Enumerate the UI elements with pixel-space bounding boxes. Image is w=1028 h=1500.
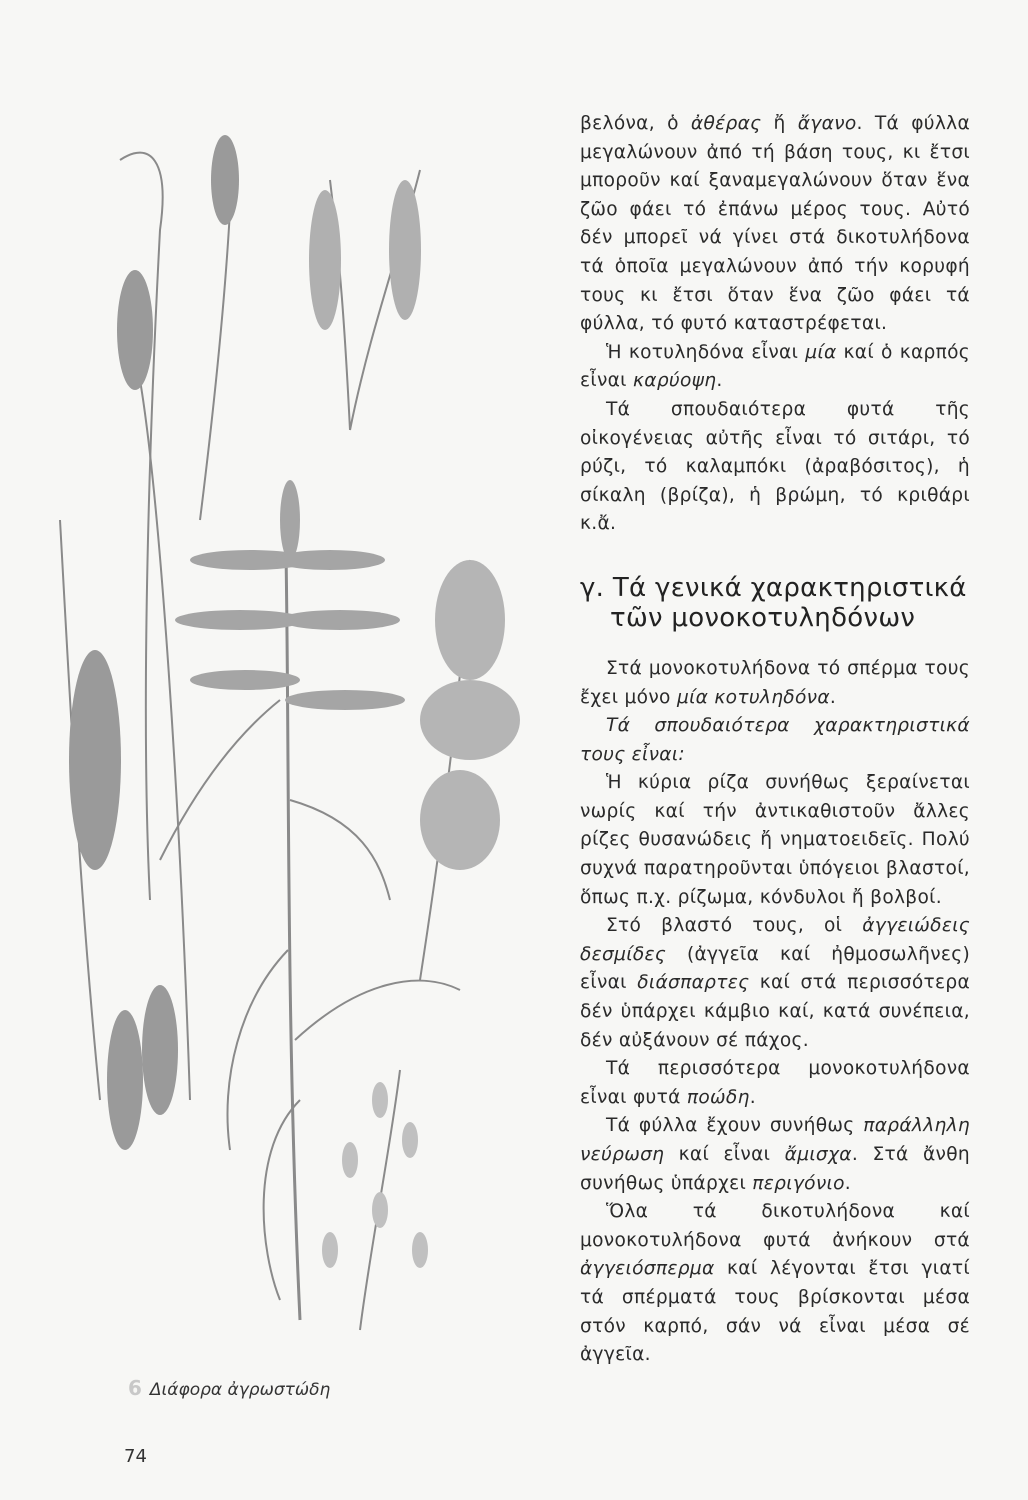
text-run: . (829, 686, 837, 708)
italic-term: καρύοψη (633, 370, 717, 392)
paragraph-3: Τά σπουδαιότερα φυτά τῆς οἰκογένειας αὐτῆς εἶναι τό σιτάρι, τό ρύζι, τό καλαμπόκι (ἀραβόσιτος), ἡ σίκαλη (βρίζα), ἡ βρώμη, τό κριθάρι κ.ἄ. (580, 398, 970, 535)
text-run: καί λέγονται ἔτσι γιατί τά σπέρματά τους βρίσκονται μέσα στόν καρπό, σάν νά εἶναι μέσα σέ ἀγγεῖα. (580, 1258, 970, 1366)
paragraph-8 (580, 1055, 970, 1112)
text-run: ἤ (761, 113, 798, 134)
paragraph-5 (580, 712, 970, 769)
figure-caption (128, 1376, 330, 1400)
paragraph-6: Ἡ κύρια ρίζα συνήθως ξεραίνεται νωρίς καί τήν ἀντικαθιστοῦν ἄλλες ρίζες θυσανώδεις ἤ νηματοειδεῖς. Πολύ συχνά παρατηροῦνται ὑπόγειοι βλαστοί, ὅπως π.χ. ρίζωμα, κόνδυλοι ἤ βολβοί. (580, 772, 970, 908)
heading-line-2: τῶν μονοκοτυληδόνων (610, 602, 916, 633)
paragraph-2 (580, 339, 970, 396)
italic-term: παράλληλη νεύρωση (580, 1115, 970, 1165)
italic-term: ἄμισχα (784, 1144, 852, 1165)
millet-panicle (175, 480, 405, 710)
italic-term: ἀγγειώδεις δεσμίδες (580, 915, 970, 965)
italic-term: ἀγγειόσπερμα (580, 1258, 715, 1280)
text-run: Τά φύλλα ἔχουν συνήθως (606, 1115, 864, 1137)
text-run: Ὅλα τά δικοτυλήδονα καί μονοκοτυλήδονα φυτά ἀνήκουν στά (580, 1201, 970, 1251)
section-heading (580, 573, 970, 633)
leaf-left-tall (120, 153, 163, 900)
paragraph-10 (580, 1198, 970, 1370)
text-run: . Τά φύλλα μεγαλώνουν ἀπό τή βάση τους, κι ἔτσι μποροῦν καί ξαναμεγαλώνουν ὅταν ἕνα ζῶο φάει τό ἐπάνω μέρος τους. Αὐτό δέν μπορεῖ νά γίνει στά δικοτυλήδονα τά ὁποῖα μεγαλώνουν ἀπό τήν κορυφή τους κι ἔτσι ὅταν ἕνα ζῶο φάει τά φύλλα, τό φυτό καταστρέφεται. (580, 113, 970, 335)
text-run: Στό βλαστό τους, οἱ (606, 915, 863, 937)
italic-term: περιγόνιο (752, 1172, 845, 1194)
stem-wheat-2 (200, 210, 230, 520)
text-run: καί στά περισσότερα δέν ὑπάρχει κάμβιο καί, κατά συνέπεια, δέν αὐξάνουν σέ πάχος. (580, 972, 970, 1051)
paragraph-4 (580, 655, 970, 712)
body-text-column (580, 110, 970, 1370)
wheat-ear-1 (69, 135, 239, 1150)
text-run: . (749, 1086, 756, 1108)
paragraph-7 (580, 912, 970, 1055)
page-number: 74 (124, 1446, 147, 1467)
text-run: . (716, 370, 723, 392)
text-run: καί ὁ καρπός εἶναι (580, 341, 971, 392)
paragraph-1 (580, 110, 970, 339)
leaf-3 (227, 950, 288, 1150)
heading-line-1: γ. Τά γενικά χαρακτηριστικά (580, 572, 967, 603)
text-run: βελόνα, ὁ (580, 113, 691, 134)
italic-term: διάσπαρτες (637, 972, 750, 994)
text-run: Στά μονοκοτυλήδονα τό σπέρμα τους ἔχει μόνο (580, 657, 970, 708)
figure-number: 6 (128, 1376, 142, 1400)
text-run: . (844, 1172, 851, 1194)
rice-panicles (309, 180, 421, 330)
leaf-4 (295, 981, 460, 1040)
oat-spikelets (322, 1082, 428, 1268)
figure-caption-text: Διάφορα ἀγρωστώδη (149, 1380, 331, 1400)
grass-panicle-right (420, 560, 520, 870)
italic-term: Τά σπουδαιότερα χαρακτηριστικά τους εἶναι: (580, 715, 970, 765)
text-run: καί εἶναι (664, 1144, 785, 1165)
text-run: (ἀγγεῖα καί ἠθμοσωλῆνες) εἶναι (580, 943, 970, 994)
text-run: . Στά ἄνθη συνήθως ὑπάρχει (580, 1144, 970, 1194)
italic-term: μία κοτυληδόνα (676, 686, 830, 708)
paragraph-9 (580, 1112, 970, 1198)
leaf-2 (290, 800, 390, 900)
text-run: Τά περισσότερα μονοκοτυλήδονα εἶναι φυτά (580, 1058, 970, 1108)
italic-term: ἀθέρας (690, 113, 762, 134)
text-run: Ἡ κοτυληδόνα εἶναι (606, 341, 806, 363)
italic-term: ἄγανο (797, 113, 857, 134)
italic-term: ποώδη (686, 1086, 750, 1108)
italic-term: μία (805, 341, 837, 363)
